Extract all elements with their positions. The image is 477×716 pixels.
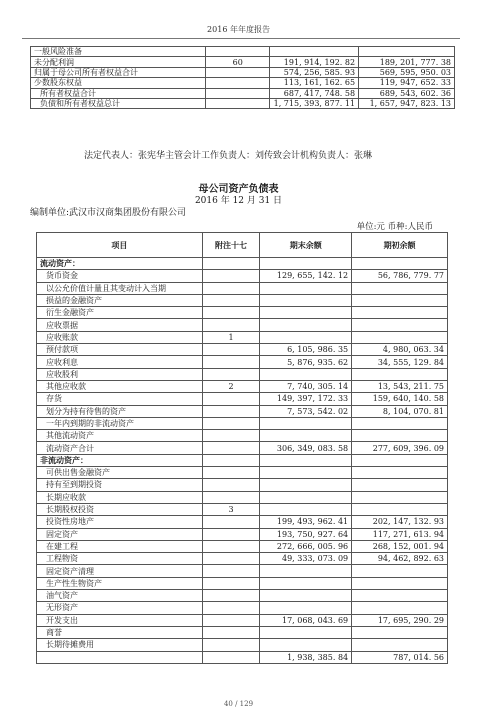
row-note: [202, 282, 260, 294]
row-begin-balance: 56, 786, 779. 77: [352, 270, 448, 282]
row-end-balance: [260, 639, 352, 651]
row-label: 可供出售金融资产: [37, 467, 203, 479]
reporting-company: 编制单位:武汉市汉商集团股份有限公司: [30, 208, 187, 218]
row-note: [202, 319, 260, 331]
row-end-balance: [260, 430, 352, 442]
row-end-balance: [260, 503, 352, 515]
row-note: [202, 442, 260, 454]
row-label: 应收账款: [37, 331, 203, 343]
table-row: [37, 344, 448, 356]
row-label: 所有者权益合计: [31, 88, 206, 98]
row-end-balance: 6, 105, 986. 35: [260, 344, 352, 356]
row-begin-balance: [352, 331, 448, 343]
row-label: 归属于母公司所有者权益合计: [31, 67, 206, 77]
signature-line: 法定代表人：张宪华主管会计工作负责人：刘传致会计机构负责人：张琳: [84, 151, 373, 161]
row-begin-balance: [352, 590, 448, 602]
page-number: 40 / 129: [223, 700, 254, 708]
row-note: [202, 307, 260, 319]
table-row: [37, 528, 448, 540]
row-begin-balance: 34, 555, 129. 84: [352, 356, 448, 368]
row-label: 长期应收款: [37, 491, 203, 503]
row-note: [202, 577, 260, 589]
row-note: [202, 528, 260, 540]
row-note: [202, 565, 260, 577]
table-row: [37, 565, 448, 577]
row-label: 划分为持有待售的资产: [37, 405, 203, 417]
table-row: [37, 380, 448, 392]
row-begin-balance: [352, 258, 448, 270]
row-end-balance: 1, 938, 385. 84: [260, 651, 352, 663]
table-row: [37, 503, 448, 515]
row-note: [202, 258, 260, 270]
table-row: [37, 590, 448, 602]
row-begin-balance: 117, 271, 613. 94: [352, 528, 448, 540]
table-row: [37, 356, 448, 368]
row-begin-balance: 13, 543, 211. 75: [352, 380, 448, 392]
row-end-balance: 129, 655, 142. 12: [260, 270, 352, 282]
row-end-balance: [260, 577, 352, 589]
row-note: 3: [202, 503, 260, 515]
row-label: 应收股利: [37, 368, 203, 380]
row-end-balance: [260, 565, 352, 577]
row-note: [202, 626, 260, 638]
row-begin-balance: 8, 104, 070. 81: [352, 405, 448, 417]
row-begin-balance: [352, 417, 448, 429]
row-begin-balance: 277, 609, 396. 09: [352, 442, 448, 454]
table-row: [37, 651, 448, 663]
row-begin-balance: [359, 47, 455, 57]
row-end-balance: 5, 876, 935. 62: [260, 356, 352, 368]
table-row: [37, 307, 448, 319]
row-note: [202, 479, 260, 491]
row-note: [202, 516, 260, 528]
row-label: 预付款项: [37, 344, 203, 356]
row-begin-balance: [352, 454, 448, 466]
row-begin-balance: [352, 577, 448, 589]
row-label: 固定资产清理: [37, 565, 203, 577]
currency-unit: 单位:元 币种:人民币: [356, 222, 433, 232]
row-note: [202, 344, 260, 356]
row-label: 非流动资产：: [37, 454, 203, 466]
page-header-title: 2016 年年度报告: [207, 25, 270, 34]
row-end-balance: 49, 333, 073. 09: [260, 553, 352, 565]
row-end-balance: 687, 417, 748. 58: [270, 88, 359, 98]
table-row: [31, 78, 455, 88]
row-note: 1: [202, 331, 260, 343]
row-label: 以公允价值计量且其变动计入当期: [37, 282, 203, 294]
row-begin-balance: [352, 307, 448, 319]
row-label: 未分配利润: [31, 57, 206, 67]
table-row: [37, 417, 448, 429]
row-label: 少数股东权益: [31, 78, 206, 88]
row-end-balance: [260, 368, 352, 380]
row-begin-balance: 94, 462, 892. 63: [352, 553, 448, 565]
row-end-balance: [260, 282, 352, 294]
row-end-balance: [260, 491, 352, 503]
row-end-balance: [260, 417, 352, 429]
table-row: [37, 270, 448, 282]
row-note: [202, 614, 260, 626]
table-row: [37, 294, 448, 306]
row-label: 持有至到期投资: [37, 479, 203, 491]
row-label: 衍生金融资产: [37, 307, 203, 319]
row-begin-balance: [352, 467, 448, 479]
table-row: [31, 88, 455, 98]
table-header-row: [37, 233, 448, 258]
row-note: [202, 467, 260, 479]
row-end-balance: 272, 666, 005. 96: [260, 540, 352, 552]
row-label: 在建工程: [37, 540, 203, 552]
header-divider: [22, 38, 460, 39]
row-label: 存货: [37, 393, 203, 405]
row-begin-balance: 17, 695, 290. 29: [352, 614, 448, 626]
row-begin-balance: 202, 147, 132. 93: [352, 516, 448, 528]
table-row: [37, 614, 448, 626]
row-note: [206, 78, 270, 88]
table-row: [37, 331, 448, 343]
row-note: [202, 590, 260, 602]
row-label: 一般风险准备: [31, 47, 206, 57]
table-row: [37, 368, 448, 380]
row-begin-balance: 189, 201, 777. 38: [359, 57, 455, 67]
table-row: [31, 67, 455, 77]
row-note: [202, 368, 260, 380]
row-begin-balance: [352, 626, 448, 638]
row-begin-balance: [352, 602, 448, 614]
row-label: 其他应收款: [37, 380, 203, 392]
row-note: [202, 405, 260, 417]
row-begin-balance: [352, 430, 448, 442]
row-label: 一年内到期的非流动资产: [37, 417, 203, 429]
table-row: [37, 454, 448, 466]
row-label: 负债和所有者权益总计: [31, 98, 206, 108]
table-row: [31, 47, 455, 57]
row-end-balance: 149, 397, 172. 33: [260, 393, 352, 405]
row-end-balance: [260, 590, 352, 602]
table-row: [37, 491, 448, 503]
table-row: [37, 577, 448, 589]
row-begin-balance: 689, 543, 602. 36: [359, 88, 455, 98]
row-note: [206, 47, 270, 57]
table-row: [37, 516, 448, 528]
row-note: 60: [206, 57, 270, 67]
row-begin-balance: 569, 595, 950. 03: [359, 67, 455, 77]
row-begin-balance: [352, 479, 448, 491]
row-label: 开发支出: [37, 614, 203, 626]
row-end-balance: [260, 331, 352, 343]
column-header-item: 项目: [37, 233, 203, 258]
row-begin-balance: 159, 640, 140. 58: [352, 393, 448, 405]
row-end-balance: [260, 479, 352, 491]
row-label: 油气资产: [37, 590, 203, 602]
row-begin-balance: [352, 294, 448, 306]
row-end-balance: [260, 307, 352, 319]
row-note: [202, 639, 260, 651]
table-row: [37, 393, 448, 405]
row-note: [202, 270, 260, 282]
row-begin-balance: [352, 368, 448, 380]
table-row: [37, 553, 448, 565]
row-end-balance: 199, 493, 962. 41: [260, 516, 352, 528]
row-note: [202, 430, 260, 442]
row-note: [202, 417, 260, 429]
row-note: [206, 88, 270, 98]
row-label: 流动资产：: [37, 258, 203, 270]
row-begin-balance: 1, 657, 947, 823. 13: [359, 98, 455, 108]
row-begin-balance: 268, 152, 001. 94: [352, 540, 448, 552]
row-end-balance: [260, 258, 352, 270]
row-end-balance: [260, 467, 352, 479]
row-begin-balance: 787, 014. 56: [352, 651, 448, 663]
row-end-balance: 7, 740, 305. 14: [260, 380, 352, 392]
row-end-balance: 17, 068, 043. 69: [260, 614, 352, 626]
row-label: [37, 651, 203, 663]
row-begin-balance: [352, 639, 448, 651]
row-end-balance: [260, 319, 352, 331]
row-note: [202, 602, 260, 614]
row-note: [202, 540, 260, 552]
row-end-balance: [270, 47, 359, 57]
row-end-balance: 113, 161, 162. 65: [270, 78, 359, 88]
row-note: [202, 553, 260, 565]
column-header-note: 附注十七: [202, 233, 260, 258]
column-header-begin-balance: 期初余额: [352, 233, 448, 258]
row-note: [206, 67, 270, 77]
row-label: 固定资产: [37, 528, 203, 540]
row-end-balance: [260, 626, 352, 638]
row-label: 生产性生物资产: [37, 577, 203, 589]
table-row: [37, 442, 448, 454]
row-note: [202, 651, 260, 663]
table-row: [37, 639, 448, 651]
row-label: 应收利息: [37, 356, 203, 368]
row-begin-balance: [352, 565, 448, 577]
row-end-balance: 1, 715, 393, 877. 11: [270, 98, 359, 108]
table-row: [37, 626, 448, 638]
table-row: [31, 57, 455, 67]
table-row: [37, 319, 448, 331]
row-end-balance: [260, 294, 352, 306]
table-row: [37, 405, 448, 417]
row-label: 长期待摊费用: [37, 639, 203, 651]
row-end-balance: 306, 349, 083. 58: [260, 442, 352, 454]
row-label: 无形资产: [37, 602, 203, 614]
row-end-balance: 191, 914, 192. 82: [270, 57, 359, 67]
row-label: 商誉: [37, 626, 203, 638]
row-note: [206, 98, 270, 108]
row-end-balance: 574, 256, 585. 93: [270, 67, 359, 77]
table-row: [37, 540, 448, 552]
table-row: [37, 602, 448, 614]
row-note: [202, 454, 260, 466]
row-label: 工程物资: [37, 553, 203, 565]
balance-sheet-date: 2016 年 12 月 31 日: [194, 196, 283, 206]
balance-sheet-table: [36, 232, 448, 664]
row-begin-balance: [352, 282, 448, 294]
row-end-balance: 7, 573, 542. 02: [260, 405, 352, 417]
row-end-balance: [260, 602, 352, 614]
row-end-balance: 193, 750, 927. 64: [260, 528, 352, 540]
row-begin-balance: 119, 947, 652. 33: [359, 78, 455, 88]
table-row: [31, 98, 455, 108]
row-note: [202, 393, 260, 405]
row-label: 流动资产合计: [37, 442, 203, 454]
table-row: [37, 430, 448, 442]
row-end-balance: [260, 454, 352, 466]
row-label: 其他流动资产: [37, 430, 203, 442]
row-label: 长期股权投资: [37, 503, 203, 515]
row-note: 2: [202, 380, 260, 392]
table-row: [37, 479, 448, 491]
row-label: 损益的金融资产: [37, 294, 203, 306]
row-begin-balance: [352, 491, 448, 503]
row-begin-balance: [352, 503, 448, 515]
table-row: [37, 282, 448, 294]
column-header-end-balance: 期末余额: [260, 233, 352, 258]
table-row: [37, 258, 448, 270]
row-label: 应收票据: [37, 319, 203, 331]
row-note: [202, 356, 260, 368]
row-begin-balance: 4, 980, 063. 34: [352, 344, 448, 356]
row-note: [202, 294, 260, 306]
row-label: 投资性房地产: [37, 516, 203, 528]
row-begin-balance: [352, 319, 448, 331]
equity-summary-table: [30, 46, 455, 109]
row-note: [202, 491, 260, 503]
table-row: [37, 467, 448, 479]
balance-sheet-title: 母公司资产负债表: [198, 184, 279, 195]
row-label: 货币资金: [37, 270, 203, 282]
